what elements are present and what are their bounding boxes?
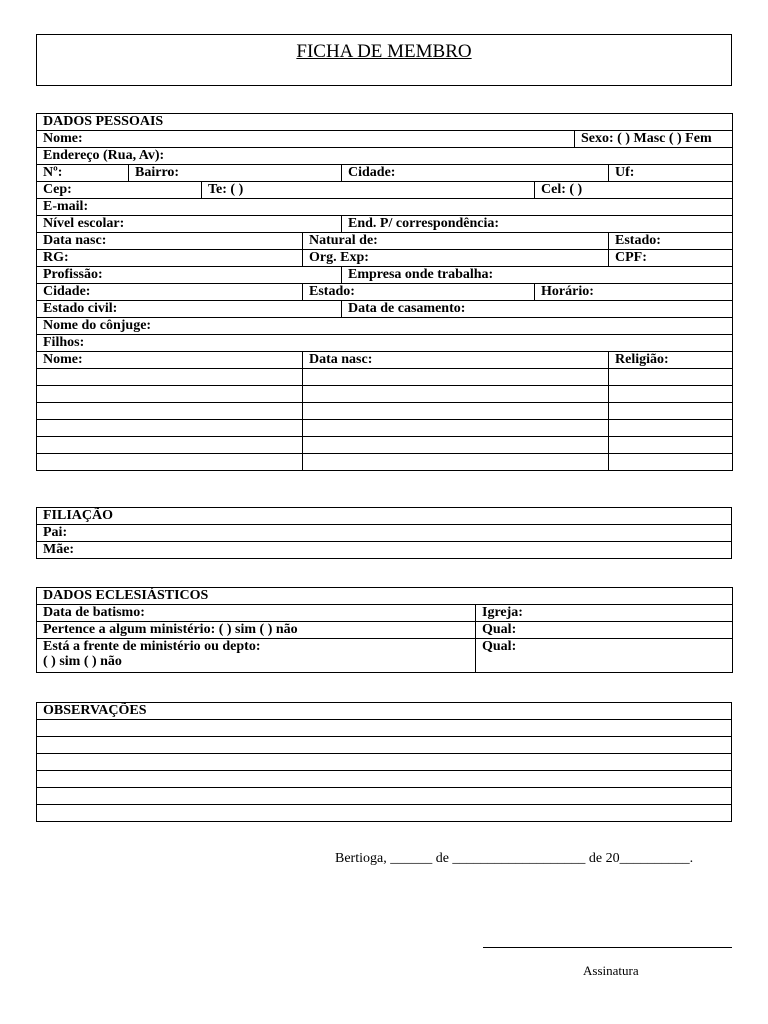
filhos-religiao-header: Religião: [609,352,733,369]
data-nasc-field[interactable]: Data nasc: [37,233,303,250]
filho-row [37,369,733,386]
filho-row [37,420,733,437]
filho-religiao-cell[interactable] [609,369,733,386]
cidade-trabalho-field[interactable]: Cidade: [37,284,303,301]
cpf-field[interactable]: CPF: [609,250,733,267]
observacoes-line[interactable] [37,737,732,754]
filhos-data-nasc-header: Data nasc: [303,352,609,369]
filiacao-table [36,507,732,559]
filho-religiao-cell[interactable] [609,420,733,437]
filhos-nome-header: Nome: [37,352,303,369]
email-field[interactable]: E-mail: [37,199,733,216]
filho-data-nasc-cell[interactable] [303,454,609,471]
dados-eclesiasticos-table [36,587,733,673]
qual-depto-field[interactable]: Qual: [476,639,733,673]
signature-line [483,947,732,948]
filho-data-nasc-cell[interactable] [303,386,609,403]
org-exp-field[interactable]: Org. Exp: [303,250,609,267]
filho-row [37,454,733,471]
filho-data-nasc-cell[interactable] [303,369,609,386]
filho-nome-cell[interactable] [37,437,303,454]
filhos-label: Filhos: [37,335,733,352]
data-batismo-field[interactable]: Data de batismo: [37,605,476,622]
observacoes-header: OBSERVAÇÕES [37,703,732,720]
pertence-ministerio-field[interactable]: Pertence a algum ministério: ( ) sim ( ) não [37,622,476,639]
filho-religiao-cell[interactable] [609,454,733,471]
estado-field[interactable]: Estado: [609,233,733,250]
cep-field[interactable]: Cep: [37,182,202,199]
filho-data-nasc-cell[interactable] [303,437,609,454]
nome-field[interactable]: Nome: [37,131,575,148]
igreja-field[interactable]: Igreja: [476,605,733,622]
filho-religiao-cell[interactable] [609,386,733,403]
data-casamento-field[interactable]: Data de casamento: [342,301,733,318]
form-title: FICHA DE MEMBRO [296,41,472,62]
title-box [36,34,732,86]
observacoes-line[interactable] [37,805,732,822]
filho-row [37,403,733,420]
signature-label: Assinatura [583,963,639,978]
filho-nome-cell[interactable] [37,454,303,471]
filho-religiao-cell[interactable] [609,437,733,454]
filho-nome-cell[interactable] [37,369,303,386]
horario-field[interactable]: Horário: [535,284,733,301]
empresa-field[interactable]: Empresa onde trabalha: [342,267,733,284]
frente-ministerio-question: Está a frente de ministério ou depto: [43,639,261,654]
uf-field[interactable]: Uf: [609,165,733,182]
natural-de-field[interactable]: Natural de: [303,233,609,250]
filho-data-nasc-cell[interactable] [303,403,609,420]
observacoes-line[interactable] [37,720,732,737]
mae-field[interactable]: Mãe: [37,542,732,559]
date-line: Bertioga, ______ de ___________________ de 20__________. [335,851,694,866]
pai-field[interactable]: Pai: [37,525,732,542]
nivel-escolar-field[interactable]: Nível escolar: [37,216,342,233]
dados-eclesiasticos-header: DADOS ECLESIÁSTICOS [37,588,733,605]
filho-religiao-cell[interactable] [609,403,733,420]
telefone-field[interactable]: Te: ( ) [202,182,535,199]
nome-conjuge-field[interactable]: Nome do cônjuge: [37,318,733,335]
observacoes-line[interactable] [37,754,732,771]
end-correspondencia-field[interactable]: End. P/ correspondência: [342,216,733,233]
filho-row [37,437,733,454]
observacoes-table [36,702,732,822]
filho-row [37,386,733,403]
filho-nome-cell[interactable] [37,386,303,403]
frente-ministerio-options: ( ) sim ( ) não [43,654,122,669]
bairro-field[interactable]: Bairro: [129,165,342,182]
celular-field[interactable]: Cel: ( ) [535,182,733,199]
profissao-field[interactable]: Profissão: [37,267,342,284]
cidade-field[interactable]: Cidade: [342,165,609,182]
numero-field[interactable]: Nº: [37,165,129,182]
filho-nome-cell[interactable] [37,420,303,437]
estado-civil-field[interactable]: Estado civil: [37,301,342,318]
observacoes-line[interactable] [37,788,732,805]
dados-pessoais-header: DADOS PESSOAIS [37,114,733,131]
filho-data-nasc-cell[interactable] [303,420,609,437]
observacoes-line[interactable] [37,771,732,788]
qual-ministerio-field[interactable]: Qual: [476,622,733,639]
rg-field[interactable]: RG: [37,250,303,267]
estado-trabalho-field[interactable]: Estado: [303,284,535,301]
sexo-field[interactable]: Sexo: ( ) Masc ( ) Fem [575,131,733,148]
frente-ministerio-field[interactable] [37,639,476,673]
dados-pessoais-table [36,113,733,471]
endereco-field[interactable]: Endereço (Rua, Av): [37,148,733,165]
filho-nome-cell[interactable] [37,403,303,420]
filiacao-header: FILIAÇÃO [37,508,732,525]
